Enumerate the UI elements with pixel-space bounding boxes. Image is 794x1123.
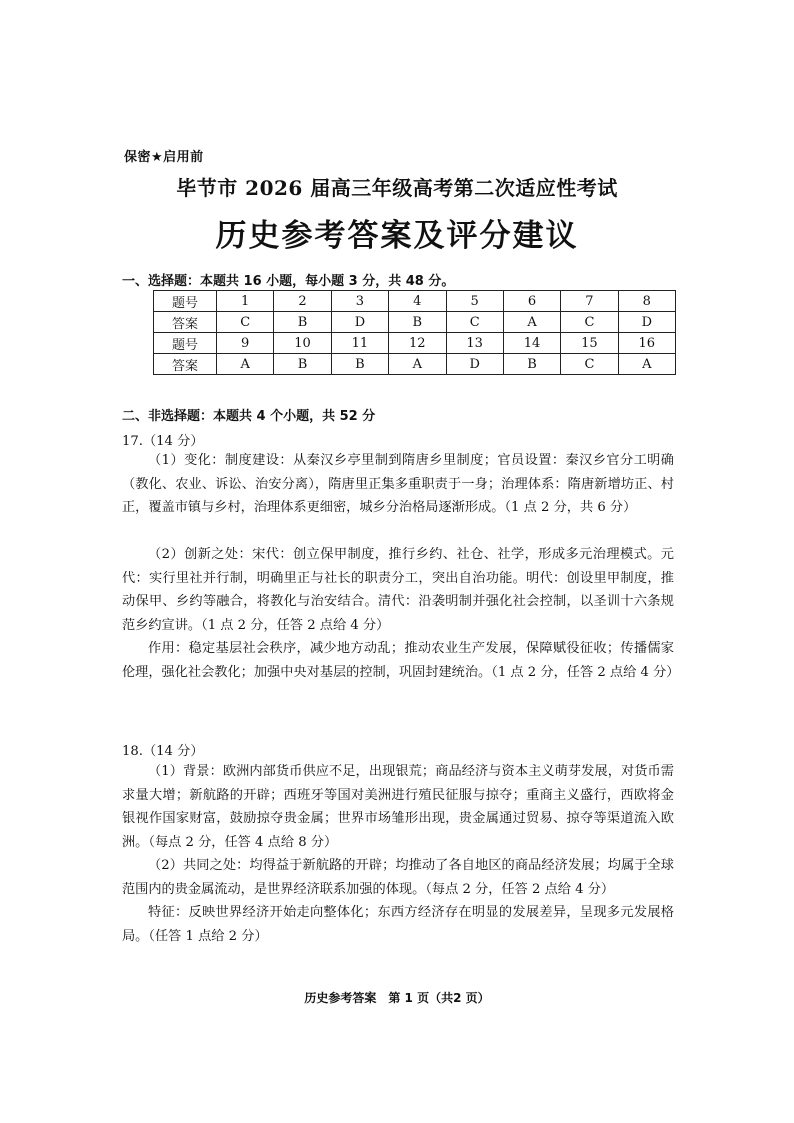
document-title: 历史参考答案及评分建议 <box>215 218 579 254</box>
table-cell: 14 <box>503 333 560 354</box>
exam-title: 毕节市 2026 届高三年级高考第二次适应性考试 <box>176 176 618 200</box>
table-row <box>154 312 676 333</box>
table-cell: 5 <box>446 291 503 312</box>
q17-effect: 作用：稳定基层社会秩序，减少地方动乱；推动农业生产发展，保障赋役征收；传播儒家伦理，强化社会教化；加强中央对基层的控制，巩固封建统治。（1 点 2 分，任答 2 点给 4 分） <box>122 641 680 680</box>
table-cell: D <box>331 312 388 333</box>
table-cell: C <box>561 354 618 375</box>
table-row <box>154 333 676 354</box>
table-cell: A <box>618 354 675 375</box>
q18-part2: （2）共同之处：均得益于新航路的开辟；均推动了各自地区的商品经济发展；均属于全球范围内的贵金属流动，是世界经济联系加强的体现。（每点 2 分，任答 2 点给 4 分） <box>122 858 674 897</box>
table-row <box>154 291 676 312</box>
table-cell: B <box>503 354 560 375</box>
table-row <box>154 354 676 375</box>
table-cell: B <box>274 312 331 333</box>
q17-part2: （2）创新之处：宋代：创立保甲制度，推行乡约、社仓、社学，形成多元治理模式。元代：实行里社并行制，明确里正与社长的职责分工，突出自治功能。明代：创设里甲制度，推动保甲、乡约等融合，将教化与治安结合。清代：沿袭明制并强化社会控制，以圣训十六条规范乡约宣讲。（1 点 2 分，任答 2 点给 4 分） <box>122 547 674 633</box>
row-label-cell: 答案 <box>154 312 217 333</box>
row-label-cell: 答案 <box>154 354 217 375</box>
table-cell: A <box>217 354 274 375</box>
table-cell: 7 <box>561 291 618 312</box>
table-cell: 16 <box>618 333 675 354</box>
table-cell: 9 <box>217 333 274 354</box>
confidential-mark: 保密★启用前 <box>124 150 204 165</box>
page-footer: 历史参考答案 第 1 页（共2 页） <box>304 991 490 1005</box>
table-cell: B <box>389 312 446 333</box>
section2-heading: 二、非选择题：本题共 4 个小题，共 52 分 <box>122 409 376 424</box>
q18-part1: （1）背景：欧洲内部货币供应不足，出现银荒；商品经济与资本主义萌芽发展，对货币需求量大增；新航路的开辟；西班牙等国对美洲进行殖民征服与掠夺；重商主义盛行，西欧将金银视作国家财富，鼓励掠夺贵金属；世界市场雏形出现，贵金属通过贸易、掠夺等渠道流入欧洲。（每点 2 分，任答 4 点给 8 分） <box>122 764 674 850</box>
table-cell: C <box>446 312 503 333</box>
answer-table <box>153 290 676 375</box>
table-cell: 2 <box>274 291 331 312</box>
table-cell: 3 <box>331 291 388 312</box>
table-cell: A <box>389 354 446 375</box>
row-label-cell: 题号 <box>154 333 217 354</box>
table-cell: C <box>217 312 274 333</box>
table-cell: 15 <box>561 333 618 354</box>
table-cell: 4 <box>389 291 446 312</box>
q17-heading: 17.（14 分） <box>122 434 204 449</box>
table-cell: 6 <box>503 291 560 312</box>
table-cell: B <box>331 354 388 375</box>
table-cell: D <box>618 312 675 333</box>
table-cell: B <box>274 354 331 375</box>
row-label-cell: 题号 <box>154 291 217 312</box>
section1-heading: 一、选择题：本题共 16 小题，每小题 3 分，共 48 分。 <box>122 274 455 289</box>
table-cell: 8 <box>618 291 675 312</box>
table-cell: 1 <box>217 291 274 312</box>
table-cell: C <box>561 312 618 333</box>
table-cell: 12 <box>389 333 446 354</box>
table-cell: 11 <box>331 333 388 354</box>
q18-heading: 18.（14 分） <box>122 744 204 759</box>
table-cell: 13 <box>446 333 503 354</box>
table-cell: D <box>446 354 503 375</box>
table-cell: 10 <box>274 333 331 354</box>
q17-part1: （1）变化：制度建设：从秦汉乡亭里制到隋唐乡里制度；官员设置：秦汉乡官分工明确（教化、农业、诉讼、治安分离），隋唐里正集多重职责于一身；治理体系：隋唐新增坊正、村正，覆盖市镇与乡村，治理体系更细密，城乡分治格局逐渐形成。（1 点 2 分，共 6 分） <box>122 453 674 516</box>
q18-feature: 特征：反映世界经济开始走向整体化；东西方经济存在明显的发展差异，呈现多元发展格局。（任答 1 点给 2 分） <box>122 905 674 944</box>
table-cell: A <box>503 312 560 333</box>
